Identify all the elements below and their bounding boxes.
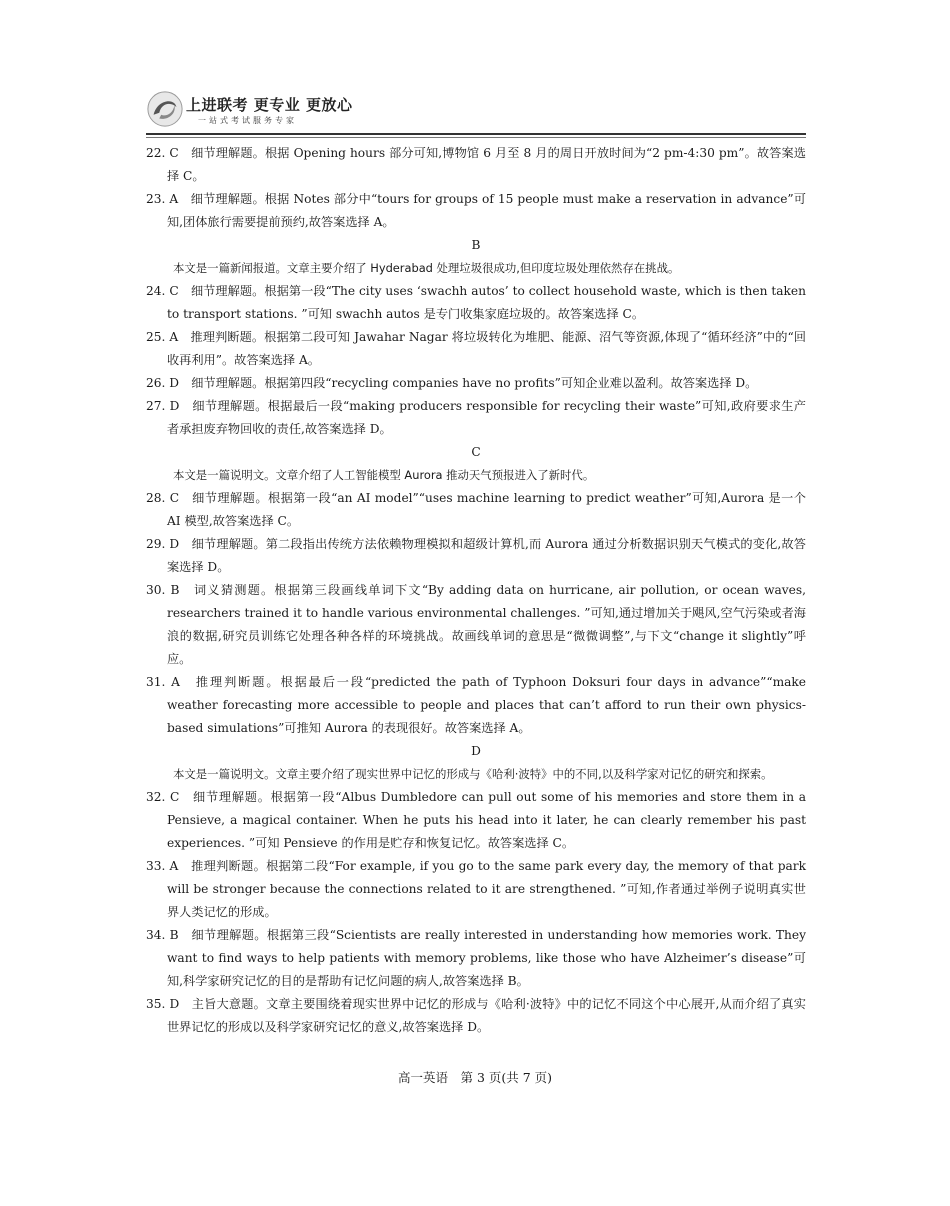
- swirl-logo-icon: [146, 90, 184, 128]
- passage-summary: 本文是一篇新闻报道。文章主要介绍了 Hyderabad 处理垃圾很成功,但印度垃圾处理依然存在挑战。: [173, 261, 680, 275]
- answer-item: 25. A 推理判断题。根据第二段可知 Jawahar Nagar 将垃圾转化为堆肥、能源、沼气等资源,体现了“循环经济”中的“回收再利用”。故答案选择 A。: [146, 330, 806, 367]
- answer-explanations: [146, 142, 806, 1039]
- answer-item: 22. C 细节理解题。根据 Opening hours 部分可知,博物馆 6 月至 8 月的周日开放时间为“2 pm-4:30 pm”。故答案选择 C。: [146, 146, 806, 183]
- section-heading: C: [471, 445, 481, 459]
- answer-item: 28. C 细节理解题。根据第一段“an AI model”“uses machine learning to predict weather”可知,Aurora 是一个 AI 模型,故答案选择 C。: [146, 491, 806, 528]
- logo-subtitle: 一站式考试服务专家: [198, 116, 297, 125]
- answer-item: 33. A 推理判断题。根据第二段“For example, if you go to the same park every day, the memory of that park will be stronger because the connections related to it are strengthened. ”可知,作者通过举例子说明真实世界人类记忆的形成。: [146, 859, 806, 919]
- answer-item: 24. C 细节理解题。根据第一段“The city uses ‘swachh autos’ to collect household waste, which is then taken to transport stations. ”可知 swachh autos 是专门收集家庭垃圾的。故答案选择 C。: [146, 284, 806, 321]
- section-heading: D: [471, 744, 481, 758]
- passage-summary: 本文是一篇说明文。文章主要介绍了现实世界中记忆的形成与《哈利·波特》中的不同,以及科学家对记忆的研究和探索。: [173, 767, 773, 781]
- header-rule-thin: [146, 137, 806, 138]
- answer-item: 29. D 细节理解题。第二段指出传统方法依赖物理模拟和超级计算机,而 Aurora 通过分析数据识别天气模式的变化,故答案选择 D。: [146, 537, 806, 574]
- answer-item: 35. D 主旨大意题。文章主要围绕着现实世界中记忆的形成与《哈利·波特》中的记忆不同这个中心展开,从而介绍了真实世界记忆的形成以及科学家研究记忆的意义,故答案选择 D。: [146, 997, 806, 1034]
- answer-item: 23. A 细节理解题。根据 Notes 部分中“tours for groups of 15 people must make a reservation in advance”可知,团体旅行需要提前预约,故答案选择 A。: [146, 192, 806, 229]
- section-heading: B: [471, 238, 481, 252]
- answer-item: 27. D 细节理解题。根据最后一段“making producers responsible for recycling their waste”可知,政府要求生产者承担废弃物回收的责任,故答案选择 D。: [146, 399, 806, 436]
- answer-item: 34. B 细节理解题。根据第三段“Scientists are really interested in understanding how memories work. They want to find ways to help patients with memory problems, like those who have Alzheimer’s disease”可知,科学家研究记忆的目的是帮助有记忆问题的病人,故答案选择 B。: [146, 928, 806, 988]
- answer-item: 31. A 推理判断题。根据最后一段“predicted the path of Typhoon Doksuri four days in advance”“make weather forecasting more accessible to people and places that can’t afford to run their own physics-based simulations”可推知 Aurora 的表现很好。故答案选择 A。: [146, 675, 806, 735]
- passage-summary: 本文是一篇说明文。文章介绍了人工智能模型 Aurora 推动天气预报进入了新时代。: [173, 468, 595, 482]
- answer-item: 26. D 细节理解题。根据第四段“recycling companies have no profits”可知企业难以盈利。故答案选择 D。: [146, 376, 758, 390]
- logo-title: 上进联考 更专业 更放心: [186, 96, 353, 114]
- page-header: [146, 88, 806, 132]
- answer-item: 30. B 词义猜测题。根据第三段画线单词下文“By adding data on hurricane, air pollution, or ocean waves, researchers trained it to handle various environmental challenges. ”可知,通过增加关于飓风,空气污染或者海浪的数据,研究员训练它处理各种各样的环境挑战。故画线单词的意思是“微微调整”,与下文“change it slightly”呼应。: [146, 583, 806, 666]
- answer-item: 32. C 细节理解题。根据第一段“Albus Dumbledore can pull out some of his memories and store them in a Pensieve, a magical container. When he puts his head into it later, he can clearly remember his past experiences. ”可知 Pensieve 的作用是贮存和恢复记忆。故答案选择 C。: [146, 790, 806, 850]
- page-footer: 高一英语 第 3 页(共 7 页): [397, 1070, 553, 1085]
- header-rule-thick: [146, 133, 806, 135]
